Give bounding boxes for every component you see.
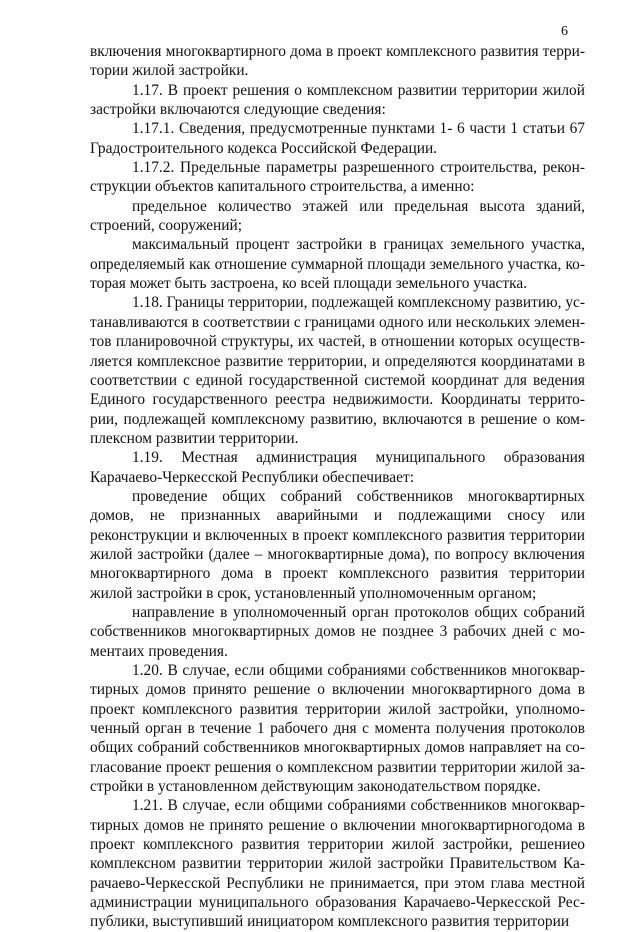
paragraph-1-16-continuation: включения многоквартирного дома в проект комплексного развития территории жилой застройки. xyxy=(90,43,585,80)
paragraph-1-21: 1.21. В случае, если общими собраниями собственников многоквартирных домов не принято решение о включении многоквартирногодома в проект комплексного развития территории жилой застройки, решениео комплексном развитии территории жилой застройки Правительством Карачаево-Черкесской Республики не принимается, при этом глава местной администрации муниципального образования Карачаево-Черкесской Республики, выступивший инициатором комплексного развития территории xyxy=(90,797,585,931)
page-number: 6 xyxy=(561,24,568,39)
paragraph-1-17-2: 1.17.2. Предельные параметры разрешенного строительства, реконструкции объектов капитального строительства, а именно: xyxy=(90,159,585,196)
document-body xyxy=(90,42,585,932)
paragraph-1-17: 1.17. В проект решения о комплексном развитии территории жилой застройки включаются следующие сведения: xyxy=(90,81,585,119)
paragraph-1-17-2-coverage: максимальный процент застройки в границах земельного участка, определяемый как отношение суммарной площади земельного участка, которая может быть застроена, ко всей площади земельного участка. xyxy=(90,236,585,293)
paragraph-1-20: 1.20. В случае, если общими собраниями собственников многоквартирных домов принято решение о включении многоквартирного дома в проект комплексного развития территории жилой застройки, уполномоченный орган в течение 1 рабочего дня с момента получения протоколов общих собраний собственников многоквартирных домов направляет на согласование проект решения о комплексном развитии территории жилой застройки в установленном действующим законодательством порядке. xyxy=(90,662,585,796)
paragraph-1-19: 1.19. Местная администрация муниципального образования Карачаево-Черкесской Республики обеспечивает: xyxy=(90,449,585,486)
paragraph-1-19-protocols: направление в уполномоченный орган протоколов общих собраний собственников многоквартирных домов не позднее 3 рабочих дней с моментаиx проведения. xyxy=(90,603,585,660)
paragraph-1-17-1: 1.17.1. Сведения, предусмотренные пунктами 1- 6 части 1 статьи 67 Градостроительного кодекса Российской Федерации. xyxy=(90,120,585,157)
paragraph-1-17-2-floors: предельное количество этажей или предельная высота зданий, строений, сооружений; xyxy=(90,197,585,235)
paragraph-1-19-meetings: проведение общих собраний собственников многоквартирных домов, не признанных аварийными и подлежащими сносу или реконструкции и включенных в проект комплексного развития территории жилой застройки (далее – многоквартирные дома), по вопросу включения многоквартирного дома в проект комплексного развития территории жилой застройки в срок, установленный уполномоченным органом; xyxy=(90,487,585,602)
paragraph-1-18: 1.18. Границы территории, подлежащей комплексному развитию, устанавливаются в соответствии с границами одного или нескольких элементов планировочной структуры, их частей, в отношении которых осуществляется комплексное развитие территории, и определяются координатами в соответствии с единой государственной системой координат для ведения Единого государственного реестра недвижимости. Координаты территории, подлежащей комплексному развитию, включаются в решение о комплексном развитии территории. xyxy=(90,294,585,447)
